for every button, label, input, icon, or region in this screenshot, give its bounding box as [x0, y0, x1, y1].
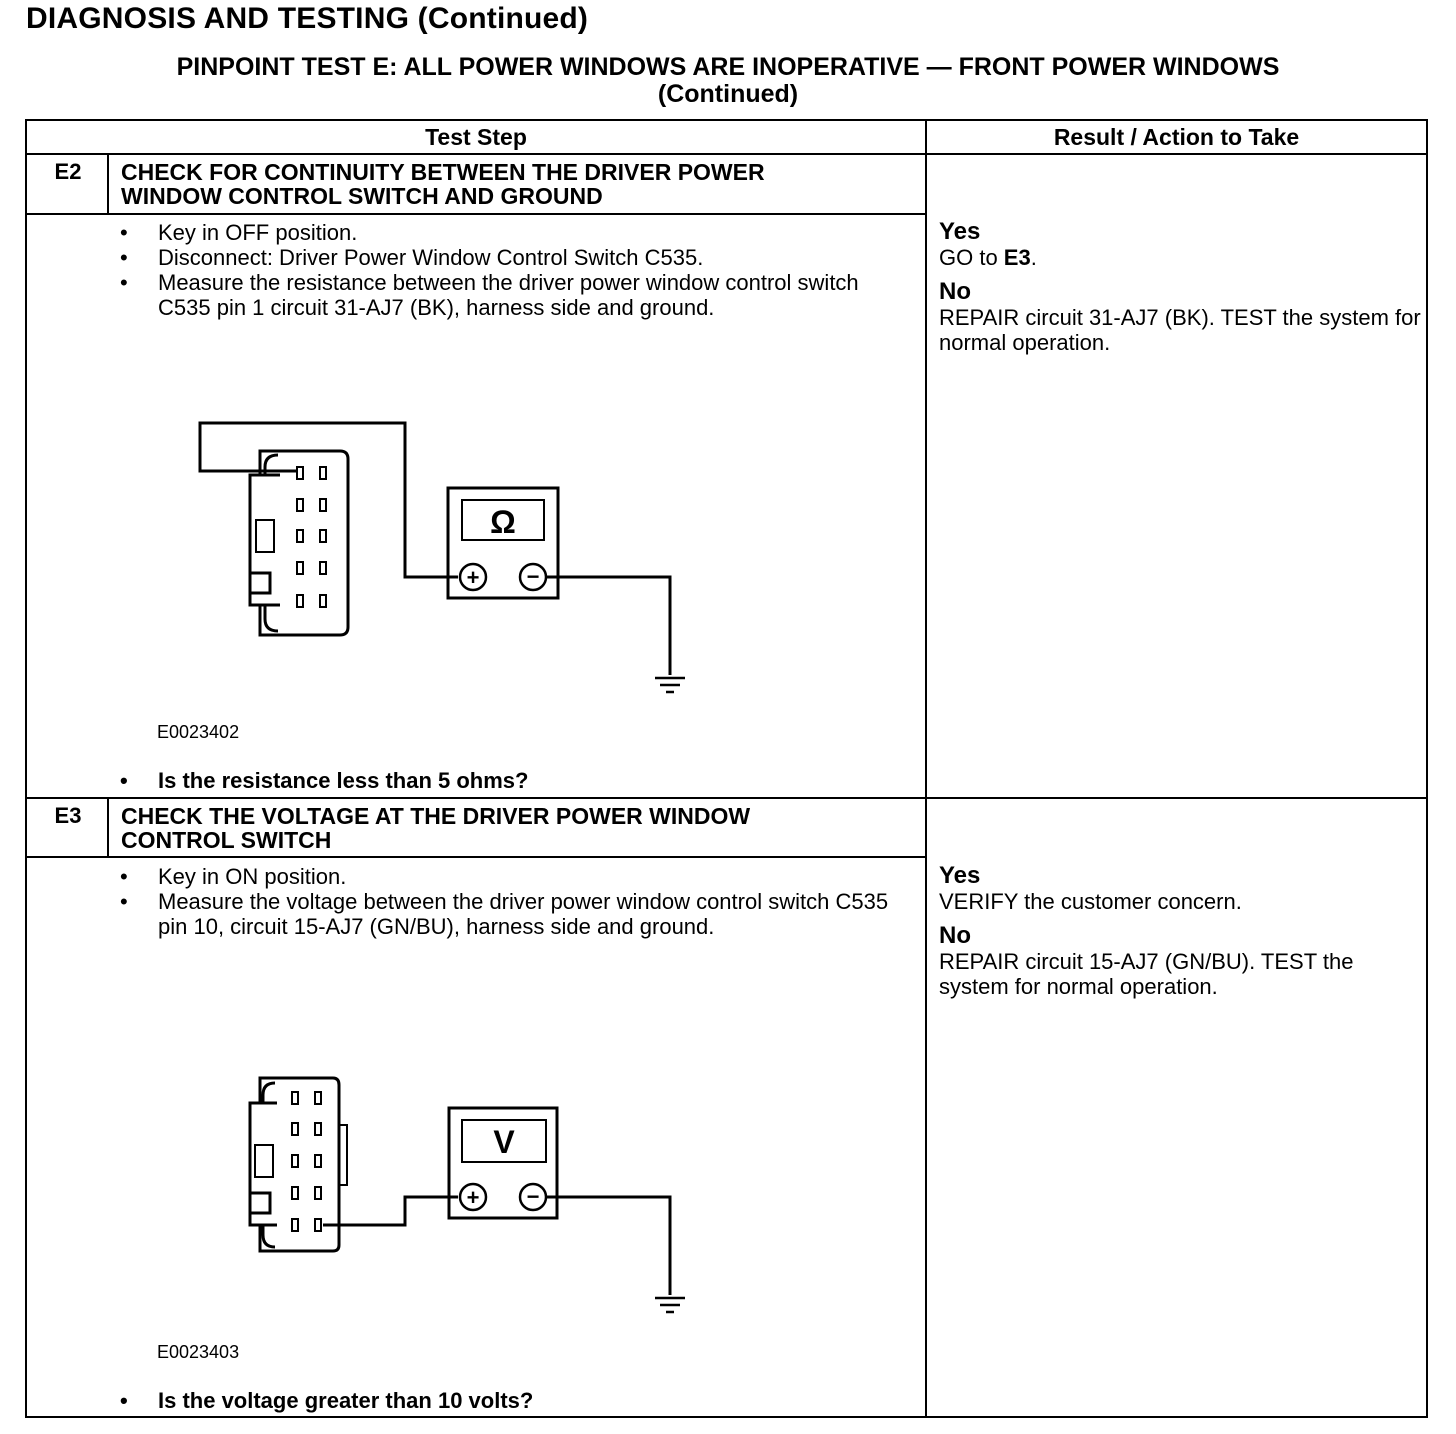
instruction-item: • Disconnect: Driver Power Window Control Switch C535. [118, 245, 908, 270]
ground-lead [546, 577, 670, 675]
header-test-step: Test Step [425, 124, 527, 150]
test-question: • Is the voltage greater than 10 volts? [120, 1388, 534, 1413]
svg-text:−: − [526, 564, 540, 589]
result-action [939, 218, 1424, 363]
instruction-item: • Key in ON position. [118, 864, 908, 889]
svg-text:−: − [526, 1184, 540, 1209]
e3-title-divider [25, 856, 926, 858]
svg-text:+: + [466, 1185, 480, 1210]
yes-action-link[interactable]: E3 [1003, 245, 1031, 270]
positive-test-lead [323, 1197, 458, 1225]
svg-text:+: + [466, 565, 480, 590]
header-divider [25, 153, 1428, 155]
ground-lead [546, 1197, 670, 1295]
instruction-item: • Key in OFF position. [118, 220, 908, 245]
pinpoint-test-title-line2: (Continued) [657, 80, 799, 108]
column-divider [925, 119, 927, 1418]
e2-title-divider [25, 213, 926, 215]
yes-action: VERIFY the customer concern. [939, 889, 1242, 914]
pinpoint-test-title [0, 54, 1456, 108]
pinpoint-test-title-line1: PINPOINT TEST E: ALL POWER WINDOWS ARE INOPERATIVE — FRONT POWER WINDOWS [176, 53, 1280, 81]
step-id: E2 [54, 159, 82, 184]
instruction-item: • Measure the voltage between the driver power window control switch C535 pin 10, circuit 15-AJ7 (GN/BU), harness side and ground. [118, 889, 908, 939]
step-title [121, 804, 911, 852]
figure-id: E0023402 [157, 722, 240, 742]
voltage-test-diagram [235, 1075, 735, 1335]
figure-id: E0023403 [157, 1342, 240, 1362]
no-action: REPAIR circuit 31-AJ7 (BK). TEST the system for normal operation. [939, 305, 1421, 355]
result-action [939, 862, 1424, 1007]
step-title-line2: WINDOW CONTROL SWITCH AND GROUND [121, 183, 603, 209]
resistance-test-diagram [190, 415, 690, 705]
yes-action-text: GO to [939, 245, 1004, 270]
test-question-text: Is the resistance less than 5 ohms? [158, 768, 529, 793]
positive-test-lead [200, 423, 458, 577]
step-id: E3 [54, 803, 82, 828]
page-title: DIAGNOSIS AND TESTING (Continued) [26, 2, 589, 35]
instruction-list [118, 220, 908, 320]
yes-action [939, 245, 1424, 270]
row-divider [25, 797, 1428, 799]
step-title-line1: CHECK FOR CONTINUITY BETWEEN THE DRIVER POWER [121, 159, 765, 185]
instruction-list [118, 864, 908, 939]
yes-label: Yes [939, 218, 981, 245]
test-question: • Is the resistance less than 5 ohms? [120, 768, 529, 793]
instruction-item: • Measure the resistance between the driver power window control switch C535 pin 1 circuit 31-AJ7 (BK), harness side and ground. [118, 270, 908, 320]
no-action: REPAIR circuit 15-AJ7 (GN/BU). TEST the system for normal operation. [939, 949, 1354, 999]
test-question-text: Is the voltage greater than 10 volts? [158, 1388, 534, 1413]
ohm-symbol: Ω [490, 504, 516, 540]
ground-symbol [655, 1298, 685, 1312]
step-title [121, 160, 911, 208]
no-label: No [939, 278, 971, 305]
no-label: No [939, 922, 971, 949]
step-title-line1: CHECK THE VOLTAGE AT THE DRIVER POWER WINDOW [121, 803, 751, 829]
ground-symbol [655, 678, 685, 692]
header-result-action: Result / Action to Take [1053, 124, 1300, 150]
step-title-line2: CONTROL SWITCH [121, 827, 332, 853]
yes-label: Yes [939, 862, 981, 889]
volt-symbol: V [493, 1124, 515, 1160]
yes-action-suffix: . [1030, 245, 1037, 270]
